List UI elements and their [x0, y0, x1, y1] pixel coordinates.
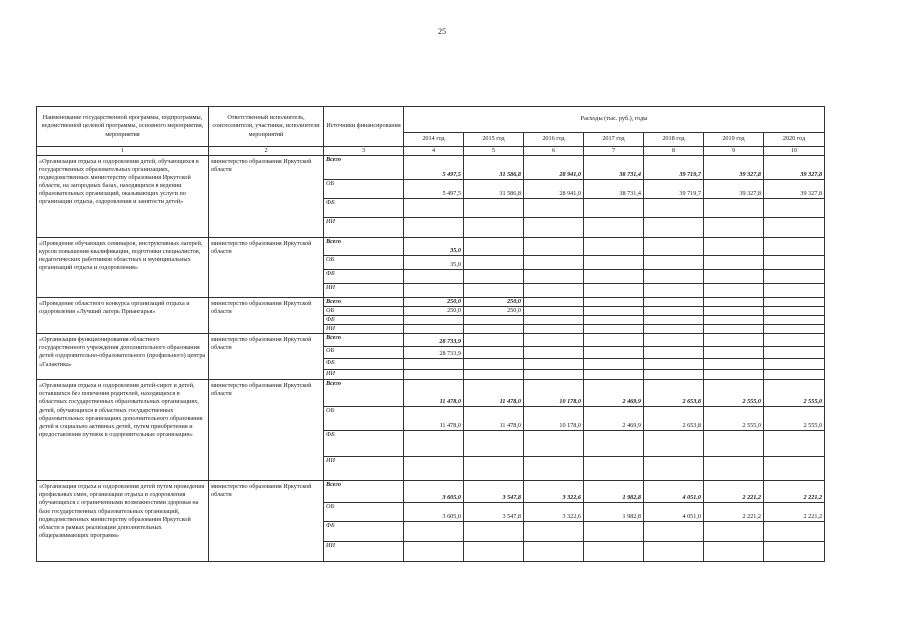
expense-value: [584, 284, 644, 298]
table-row: [37, 380, 825, 407]
expense-value: [764, 542, 825, 562]
expense-value: [644, 370, 704, 380]
expense-value: 2 555,0: [704, 407, 764, 431]
expense-value: 35,0: [404, 238, 464, 256]
funding-source: ИИ: [324, 370, 404, 380]
expense-value: [644, 334, 704, 347]
expense-value: [464, 325, 524, 334]
expense-value: [704, 270, 764, 284]
header-name: Наименование государственной программы, подпрограммы, ведомственной целевой программы, основного мероприятия, мероприятия: [37, 107, 209, 147]
expense-value: 5 497,5: [404, 180, 464, 199]
column-number-row: [37, 147, 825, 156]
expense-value: [404, 199, 464, 218]
expense-value: [584, 218, 644, 238]
expense-value: 250,0: [404, 298, 464, 307]
expense-value: 250,0: [464, 307, 524, 316]
expense-value: [404, 284, 464, 298]
expense-value: [584, 370, 644, 380]
expense-value: 3 547,8: [464, 503, 524, 522]
expense-value: [584, 457, 644, 481]
funding-source: ИИ: [324, 325, 404, 334]
column-number: 4: [404, 147, 464, 156]
expense-value: [704, 307, 764, 316]
expense-value: [704, 522, 764, 542]
expense-value: [644, 238, 704, 256]
expense-value: [704, 199, 764, 218]
expense-value: [464, 522, 524, 542]
measure-executor: министерство образования Иркутской области: [209, 298, 324, 334]
header-year: 2014 год: [404, 133, 464, 147]
expense-value: [764, 325, 825, 334]
expense-value: [524, 325, 584, 334]
expense-value: [704, 359, 764, 370]
expense-value: 3 605,0: [404, 503, 464, 522]
expense-value: [704, 370, 764, 380]
expense-value: [524, 199, 584, 218]
expense-value: [584, 199, 644, 218]
header-year: 2015 год: [464, 133, 524, 147]
expense-value: [524, 431, 584, 457]
header-year: 2018 год: [644, 133, 704, 147]
expense-value: 2 221,2: [764, 503, 825, 522]
expense-value: [584, 238, 644, 256]
budget-table: [36, 106, 825, 562]
expense-value: [524, 347, 584, 359]
expense-value: 1 982,8: [584, 503, 644, 522]
expense-value: 28 941,0: [524, 180, 584, 199]
expense-value: [524, 270, 584, 284]
expense-value: [524, 298, 584, 307]
expense-value: 39 719,7: [644, 180, 704, 199]
column-number: 10: [764, 147, 825, 156]
expense-value: 11 478,0: [404, 380, 464, 407]
expense-value: [644, 347, 704, 359]
expense-value: 28 733,9: [404, 347, 464, 359]
funding-source: ОБ: [324, 180, 404, 199]
expense-value: [464, 284, 524, 298]
expense-value: 28 941,0: [524, 156, 584, 180]
header-year: 2019 год: [704, 133, 764, 147]
expense-value: [584, 270, 644, 284]
expense-value: [704, 218, 764, 238]
expense-value: [644, 325, 704, 334]
expense-value: 3 547,8: [464, 481, 524, 503]
table-row: [37, 334, 825, 347]
expense-value: 38 731,4: [584, 156, 644, 180]
expense-value: [764, 238, 825, 256]
funding-source: ФБ: [324, 359, 404, 370]
expense-value: 2 469,9: [584, 380, 644, 407]
header-source: Источники финансирования: [324, 107, 404, 147]
expense-value: [644, 284, 704, 298]
table-row: [37, 298, 825, 307]
measure-executor: министерство образования Иркутской области: [209, 238, 324, 298]
expense-value: 2 221,2: [704, 503, 764, 522]
expense-value: 31 586,8: [464, 156, 524, 180]
measure-name: «Организация отдыха и оздоровления детей путем проведения профильных смен, организации отдыха и оздоровления обучающихся с ограниченными возможностями здоровья на базе государственных образовательных организаций, подведомственных министерству образования Иркутской области в рамках реализации дополнительных общеразвивающих программ»: [37, 481, 209, 562]
expense-value: [764, 307, 825, 316]
header-row-main: [37, 107, 825, 133]
expense-value: [524, 370, 584, 380]
expense-value: [464, 218, 524, 238]
expense-value: [704, 256, 764, 270]
expense-value: [404, 325, 464, 334]
expense-value: [644, 431, 704, 457]
expense-value: [704, 457, 764, 481]
expense-value: [764, 298, 825, 307]
column-number: 1: [37, 147, 209, 156]
column-number: 9: [704, 147, 764, 156]
funding-source: Всего: [324, 481, 404, 503]
expense-value: [524, 238, 584, 256]
header-year: 2017 год: [584, 133, 644, 147]
expense-value: [584, 256, 644, 270]
expense-value: 28 733,9: [404, 334, 464, 347]
expense-value: [764, 256, 825, 270]
expense-value: [404, 370, 464, 380]
expense-value: [584, 307, 644, 316]
expense-value: 10 178,0: [524, 407, 584, 431]
expense-value: [764, 347, 825, 359]
expense-value: [464, 270, 524, 284]
expense-value: [644, 542, 704, 562]
expense-value: [644, 522, 704, 542]
expense-value: [644, 457, 704, 481]
funding-source: ИИ: [324, 542, 404, 562]
expense-value: 35,0: [404, 256, 464, 270]
expense-value: 38 731,4: [584, 180, 644, 199]
expense-value: [704, 316, 764, 325]
funding-source: ФБ: [324, 199, 404, 218]
expense-value: [644, 307, 704, 316]
expense-value: [404, 431, 464, 457]
expense-value: [524, 316, 584, 325]
column-number: 3: [324, 147, 404, 156]
expense-value: [464, 542, 524, 562]
expense-value: 11 478,0: [464, 380, 524, 407]
expense-value: 39 719,7: [644, 156, 704, 180]
expense-value: 3 322,6: [524, 503, 584, 522]
expense-value: [644, 218, 704, 238]
table-row: [37, 156, 825, 180]
measure-name: «Организация отдыха и оздоровления детей-сирот и детей, оставшихся без попечения родителей, находящихся в областных государственных образовательных организациях, детей, обучающихся в областных государственных образовательных организациях дополнительного образования детей и социально активных детей, путем приобретения и предоставления путевок в оздоровительные организации»: [37, 380, 209, 481]
expense-value: [584, 431, 644, 457]
expense-value: [584, 347, 644, 359]
expense-value: [764, 457, 825, 481]
page-number: 25: [438, 27, 446, 36]
expense-value: [584, 298, 644, 307]
expense-value: [704, 347, 764, 359]
expense-value: [764, 270, 825, 284]
expense-value: [404, 542, 464, 562]
measure-executor: министерство образования Иркутской области: [209, 334, 324, 380]
column-number: 2: [209, 147, 324, 156]
expense-value: [464, 370, 524, 380]
expense-value: 2 221,2: [704, 481, 764, 503]
expense-value: 4 051,0: [644, 481, 704, 503]
expense-value: 250,0: [404, 307, 464, 316]
funding-source: ОБ: [324, 347, 404, 359]
expense-value: 2 653,8: [644, 380, 704, 407]
expense-value: [644, 270, 704, 284]
expense-value: [704, 298, 764, 307]
funding-source: Всего: [324, 298, 404, 307]
expense-value: [704, 334, 764, 347]
column-number: 5: [464, 147, 524, 156]
expense-value: [644, 359, 704, 370]
funding-source: ИИ: [324, 457, 404, 481]
expense-value: [584, 334, 644, 347]
expense-value: [584, 542, 644, 562]
measure-name: «Организация отдыха и оздоровления детей, обучающихся в государственных образовательных организациях, подведомственных министерству образования Иркутской области, на загородных базах, находящихся в ведении образовательных организаций, оказывающих услуги по организации отдыха, оздоровления и занятости детей»: [37, 156, 209, 238]
funding-source: Всего: [324, 380, 404, 407]
expense-value: [524, 334, 584, 347]
funding-source: ФБ: [324, 316, 404, 325]
expense-value: 5 497,5: [404, 156, 464, 180]
expense-value: [464, 457, 524, 481]
expense-value: 2 555,0: [764, 380, 825, 407]
funding-source: ФБ: [324, 270, 404, 284]
expense-value: [704, 238, 764, 256]
expense-value: [764, 370, 825, 380]
expense-value: [404, 270, 464, 284]
expense-value: 3 322,6: [524, 481, 584, 503]
expense-value: [464, 238, 524, 256]
expense-value: [704, 542, 764, 562]
measure-executor: министерство образования Иркутской области: [209, 481, 324, 562]
expense-value: [584, 359, 644, 370]
expense-value: [524, 542, 584, 562]
header-year: 2016 год: [524, 133, 584, 147]
column-number: 7: [584, 147, 644, 156]
measure-executor: министерство образования Иркутской области: [209, 156, 324, 238]
expense-value: 3 605,0: [404, 481, 464, 503]
funding-source: ИИ: [324, 284, 404, 298]
expense-value: [524, 218, 584, 238]
expense-value: [404, 522, 464, 542]
funding-source: ФБ: [324, 522, 404, 542]
expense-value: 2 469,9: [584, 407, 644, 431]
expense-value: [464, 334, 524, 347]
expense-value: [464, 431, 524, 457]
table-row: [37, 238, 825, 256]
expense-value: [764, 316, 825, 325]
expense-value: [464, 359, 524, 370]
expense-value: [644, 298, 704, 307]
expense-value: [524, 256, 584, 270]
funding-source: ОБ: [324, 307, 404, 316]
expense-value: [584, 316, 644, 325]
expense-value: [524, 284, 584, 298]
expense-value: 39 327,8: [704, 180, 764, 199]
header-year: 2020 год: [764, 133, 825, 147]
expense-value: [524, 522, 584, 542]
expense-value: [404, 457, 464, 481]
measure-name: «Проведение областного конкурса организаций отдыха и оздоровления «Лучший лагерь Приангарья»: [37, 298, 209, 334]
expense-value: [764, 218, 825, 238]
expense-value: [404, 218, 464, 238]
expense-value: 250,0: [464, 298, 524, 307]
expense-value: [764, 431, 825, 457]
expense-value: [464, 256, 524, 270]
expense-value: [764, 284, 825, 298]
funding-source: Всего: [324, 156, 404, 180]
expense-value: 2 221,2: [764, 481, 825, 503]
column-number: 8: [644, 147, 704, 156]
measure-name: «Проведение обучающих семинаров, инструктивных лагерей, курсов повышения квалификации, подготовки специалистов, педагогических работников областных и муниципальных организаций отдыха и оздоровления»: [37, 238, 209, 298]
expense-value: 39 327,8: [704, 156, 764, 180]
expense-value: [404, 316, 464, 325]
expense-value: [464, 347, 524, 359]
expense-value: [704, 431, 764, 457]
expense-value: 11 478,0: [404, 407, 464, 431]
funding-source: Всего: [324, 238, 404, 256]
expense-value: [764, 334, 825, 347]
expense-value: [464, 316, 524, 325]
expense-value: [764, 522, 825, 542]
expense-value: [584, 522, 644, 542]
funding-source: ФБ: [324, 431, 404, 457]
header-expenses: Расходы (тыс. руб.), годы: [404, 107, 825, 133]
expense-value: 1 982,8: [584, 481, 644, 503]
funding-source: ОБ: [324, 256, 404, 270]
expense-value: [404, 359, 464, 370]
table-body: [37, 107, 825, 562]
expense-value: [584, 325, 644, 334]
expense-value: [764, 199, 825, 218]
funding-source: ИИ: [324, 218, 404, 238]
expense-value: [464, 199, 524, 218]
expense-value: [524, 457, 584, 481]
expense-value: 11 478,0: [464, 407, 524, 431]
expense-value: [704, 325, 764, 334]
expense-value: [524, 307, 584, 316]
expense-value: 10 178,0: [524, 380, 584, 407]
expense-value: 31 586,8: [464, 180, 524, 199]
expense-value: 2 555,0: [764, 407, 825, 431]
header-executor: Ответственный исполнитель, соисполнители, участники, исполнители мероприятий: [209, 107, 324, 147]
funding-source: Всего: [324, 334, 404, 347]
expense-value: [644, 256, 704, 270]
expense-value: 2 653,8: [644, 407, 704, 431]
table-row: [37, 481, 825, 503]
measure-name: «Организация функционирования областного государственного учреждения дополнительного образования детей оздоровительно-образовательного (профильного) центра «Галактика»: [37, 334, 209, 380]
measure-executor: министерство образования Иркутской области: [209, 380, 324, 481]
expense-value: 39 327,8: [764, 180, 825, 199]
expense-value: [524, 359, 584, 370]
expense-value: [704, 284, 764, 298]
column-number: 6: [524, 147, 584, 156]
funding-source: ОБ: [324, 503, 404, 522]
funding-source: ОБ: [324, 407, 404, 431]
expense-value: [644, 316, 704, 325]
expense-value: [644, 199, 704, 218]
expense-value: 39 327,8: [764, 156, 825, 180]
expense-value: 4 051,0: [644, 503, 704, 522]
expense-value: [764, 359, 825, 370]
expense-value: 2 555,0: [704, 380, 764, 407]
